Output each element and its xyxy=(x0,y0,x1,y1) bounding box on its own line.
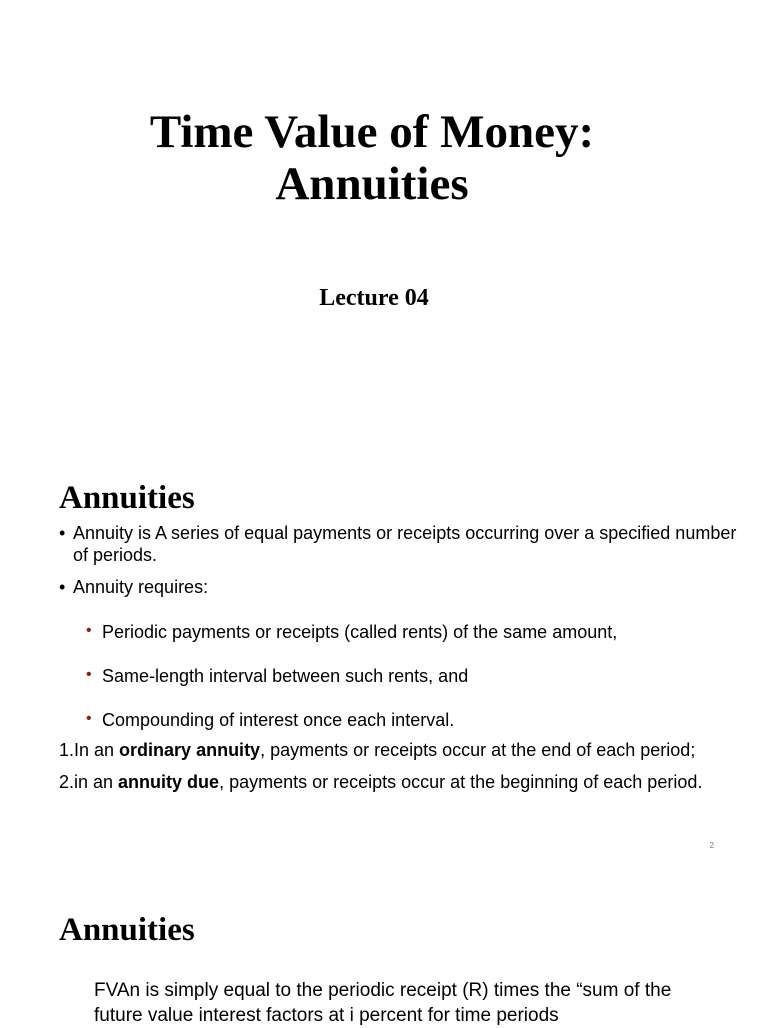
term-ordinary-annuity: ordinary annuity xyxy=(119,740,261,760)
title-slide xyxy=(0,0,768,430)
numbered-text: , payments or receipts occur at the beginning of each period. xyxy=(219,772,703,792)
numbered-item-annuity-due xyxy=(59,771,749,793)
sub-bullet-text: Compounding of interest once each interval. xyxy=(102,710,455,730)
sub-bullet-dot-icon: • xyxy=(86,710,92,727)
numbered-text: , payments or receipts occur at the end of each period; xyxy=(260,740,696,760)
bullet-item xyxy=(59,522,749,566)
title-line-2: Annuities xyxy=(275,158,469,210)
slide-subtitle: Lecture 04 xyxy=(319,285,429,311)
slide-title xyxy=(0,106,744,210)
sub-bullet-item xyxy=(86,621,746,643)
bullet-item xyxy=(59,576,749,598)
slide-heading: Annuities xyxy=(59,480,195,516)
sub-bullet-item xyxy=(86,709,746,731)
numbered-item-ordinary-annuity xyxy=(59,739,749,761)
fva-paragraph: FVAn is simply equal to the periodic receipt (R) times the “sum of the future value interest factors at i percent for time periods xyxy=(94,980,672,1026)
numbered-prefix: 2.in an xyxy=(59,772,119,792)
term-annuity-due: annuity due xyxy=(118,772,220,792)
slide-heading: Annuities xyxy=(59,912,195,948)
sub-bullet-text: Same-length interval between such rents, and xyxy=(102,666,469,686)
sub-bullet-text: Periodic payments or receipts (called rents) of the same amount, xyxy=(102,622,618,642)
numbered-prefix: 1.In an xyxy=(59,740,120,760)
bullet-dot-icon: • xyxy=(59,523,66,543)
annuities-fva-slide xyxy=(0,860,768,1024)
sub-bullet-dot-icon: • xyxy=(86,666,92,683)
annuities-definition-slide xyxy=(0,430,768,860)
bullet-dot-icon: • xyxy=(59,577,66,597)
sub-bullet-item xyxy=(86,665,746,687)
page-number: 2 xyxy=(709,841,714,850)
title-line-1: Time Value of Money: xyxy=(149,106,595,158)
bullet-text: Annuity requires: xyxy=(73,577,209,597)
sub-bullet-dot-icon: • xyxy=(86,622,92,639)
bullet-text: Annuity is A series of equal payments or receipts occurring over a specified number of periods. xyxy=(73,523,737,565)
